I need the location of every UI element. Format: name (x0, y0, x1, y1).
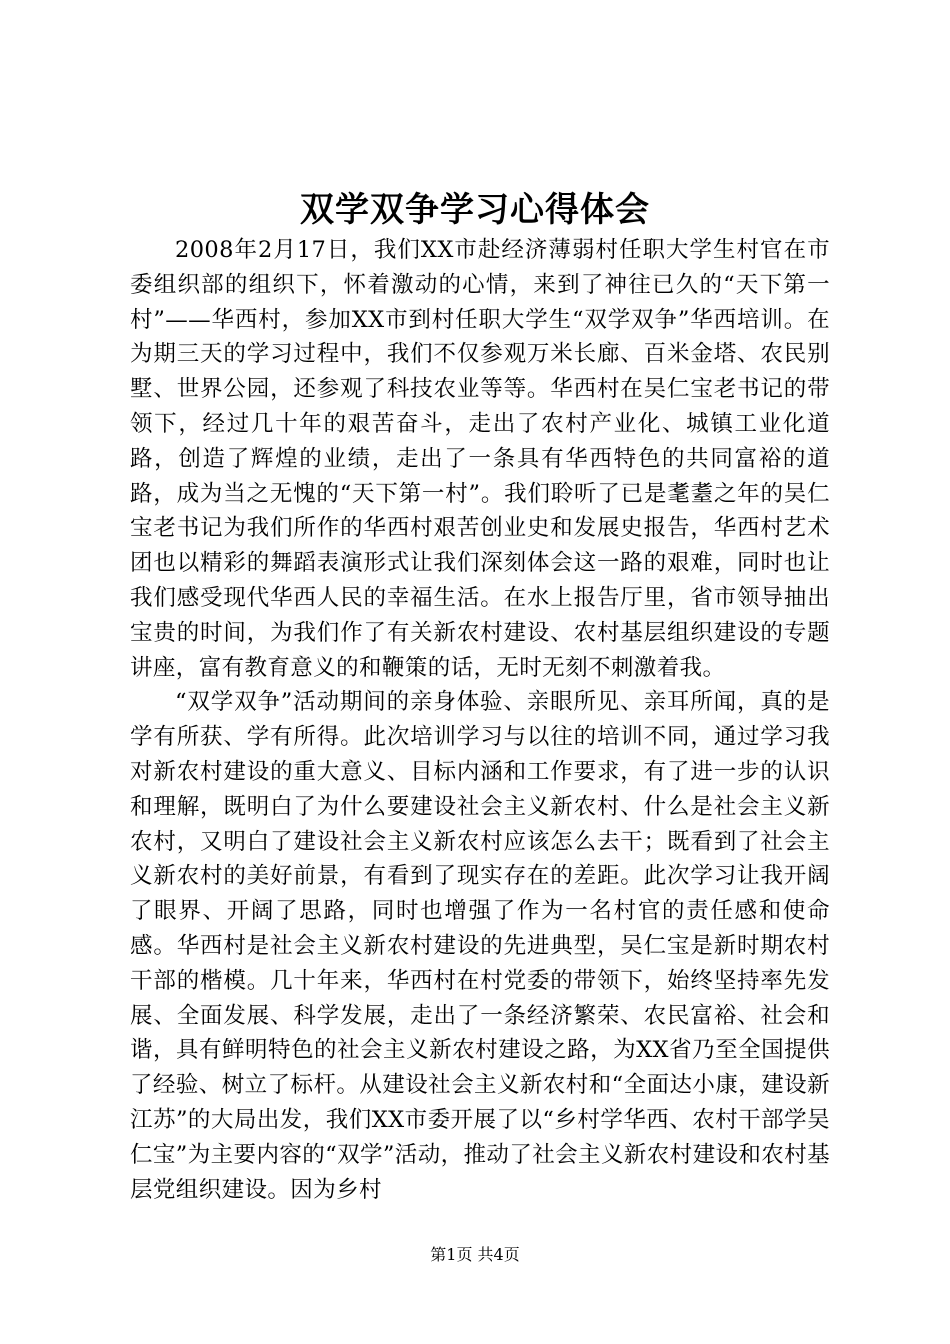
page-footer: 第1页 共4页 (430, 1245, 520, 1264)
document-body (130, 233, 830, 1207)
document-title: 双学双争学习心得体会 (300, 190, 650, 230)
paragraph-1: 2008年2月17日，我们XX市赴经济薄弱村任职大学生村官在市委组织部的组织下，怀着激动的心情，来到了神往已久的“天下第一村”——华西村，参加XX市到村任职大学生“双学双争”华西培训。在为期三天的学习过程中，我们不仅参观万米长廊、百米金塔、农民别墅、世界公园，还参观了科技农业等等。华西村在吴仁宝老书记的带领下，经过几十年的艰苦奋斗，走出了农村产业化、城镇工业化道路，创造了辉煌的业绩，走出了一条具有华西特色的共同富裕的道路，成为当之无愧的“天下第一村”。我们聆听了已是耄耋之年的吴仁宝老书记为我们所作的华西村艰苦创业史和发展史报告，华西村艺术团也以精彩的舞蹈表演形式让我们深刻体会这一路的艰难，同时也让我们感受现代华西人民的幸福生活。在水上报告厅里，省市领导抽出宝贵的时间，为我们作了有关新农村建设、农村基层组织建设的专题讲座，富有教育意义的和鞭策的话，无时无刻不刺激着我。 (130, 237, 830, 681)
paragraph-2: “双学双争”活动期间的亲身体验、亲眼所见、亲耳所闻，真的是学有所获、学有所得。此次培训学习与以往的培训不同，通过学习我对新农村建设的重大意义、目标内涵和工作要求，有了进一步的认识和理解，既明白了为什么要建设社会主义新农村、什么是社会主义新农村，又明白了建设社会主义新农村应该怎么去干；既看到了社会主义新农村的美好前景，有看到了现实存在的差距。此次学习让我开阔了眼界、开阔了思路，同时也增强了作为一名村官的责任感和使命感。华西村是社会主义新农村建设的先进典型，吴仁宝是新时期农村干部的楷模。几十年来，华西村在村党委的带领下，始终坚持率先发展、全面发展、科学发展，走出了一条经济繁荣、农民富裕、社会和谐，具有鲜明特色的社会主义新农村建设之路，为XX省乃至全国提供了经验、树立了标杆。从建设社会主义新农村和“全面达小康，建设新江苏”的大局出发，我们XX市委开展了以“乡村学华西、农村干部学吴仁宝”为主要内容的“双学”活动，推动了社会主义新农村建设和农村基层党组织建设。因为乡村 (130, 689, 830, 1203)
